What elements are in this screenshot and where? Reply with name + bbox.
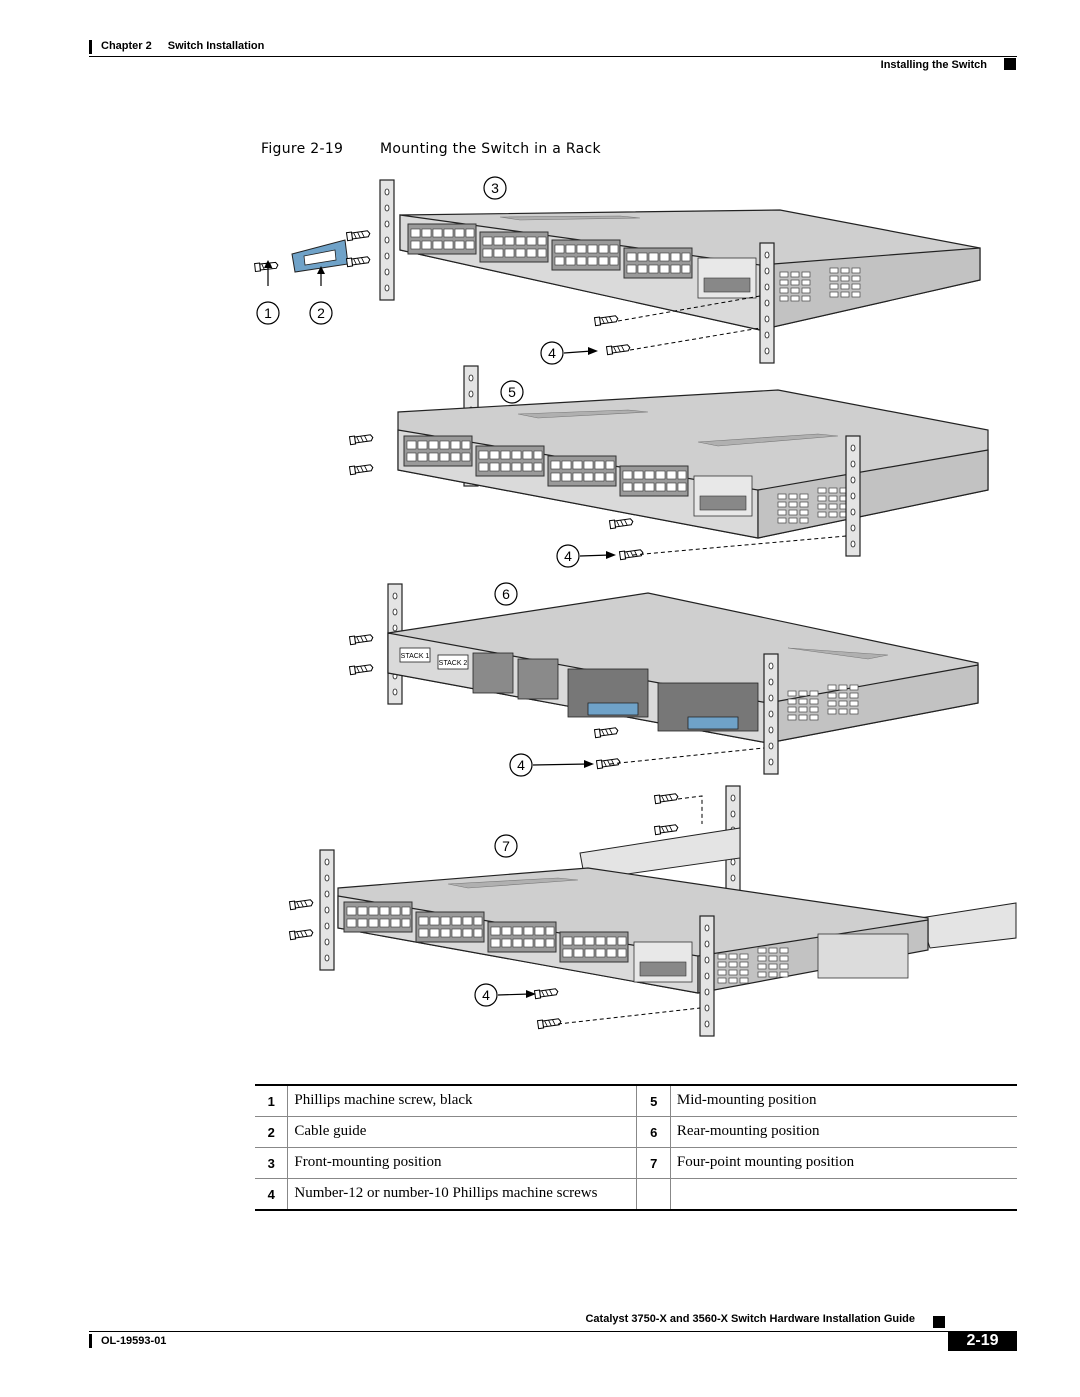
legend-text: Cable guide [288, 1117, 637, 1148]
header-rule [89, 56, 1017, 57]
legend-text: Four-point mounting position [670, 1148, 1017, 1179]
legend-table [255, 1084, 1017, 1211]
footer-rule [89, 1331, 1017, 1332]
callout-4d: 4 [482, 987, 490, 1003]
legend-number: 2 [255, 1117, 288, 1148]
stack-1-label: STACK 1 [400, 653, 430, 660]
callout-2: 2 [317, 305, 325, 321]
callout-4: 4 [548, 345, 556, 361]
legend-number: 3 [255, 1148, 288, 1179]
chapter-heading: Chapter 2 Switch Installation [101, 40, 265, 52]
doc-number: OL-19593-01 [101, 1335, 167, 1347]
rack-mount-illustration [240, 168, 1030, 1048]
callout-7: 7 [502, 838, 510, 854]
footer-bar [89, 1334, 92, 1348]
footer-marker [933, 1316, 945, 1328]
front-mounting-panel [255, 177, 980, 364]
legend-text: Phillips machine screw, black [288, 1085, 637, 1117]
callout-3: 3 [491, 180, 499, 196]
legend-number: 4 [255, 1179, 288, 1211]
stack-2-label: STACK 2 [438, 660, 468, 667]
legend-text [670, 1179, 1017, 1211]
legend-row [255, 1117, 1017, 1148]
callout-5: 5 [508, 384, 516, 400]
legend-number: 1 [255, 1085, 288, 1117]
legend-row [255, 1179, 1017, 1211]
four-point-mounting-panel [289, 786, 1016, 1036]
guide-title: Catalyst 3750-X and 3560-X Switch Hardware Installation Guide [585, 1313, 915, 1325]
header-marker [1004, 58, 1016, 70]
page-number: 2-19 [948, 1331, 1017, 1351]
callout-1: 1 [264, 305, 272, 321]
legend-text: Mid-mounting position [670, 1085, 1017, 1117]
legend-number [637, 1179, 670, 1211]
legend-text: Rear-mounting position [670, 1117, 1017, 1148]
legend-number: 7 [637, 1148, 670, 1179]
legend-text: Number-12 or number-10 Phillips machine screws [288, 1179, 637, 1211]
legend-row [255, 1148, 1017, 1179]
figure-caption: Figure 2-19 Mounting the Switch in a Rack [261, 141, 601, 157]
callout-6: 6 [502, 586, 510, 602]
rear-mounting-panel [349, 583, 978, 776]
mid-mounting-panel [349, 366, 988, 567]
legend-row [255, 1085, 1017, 1117]
callout-4b: 4 [564, 548, 572, 564]
legend-number: 5 [637, 1085, 670, 1117]
header-bar [89, 40, 92, 54]
legend-number: 6 [637, 1117, 670, 1148]
section-heading: Installing the Switch [880, 59, 987, 71]
legend-text: Front-mounting position [288, 1148, 637, 1179]
callout-4c: 4 [517, 757, 525, 773]
